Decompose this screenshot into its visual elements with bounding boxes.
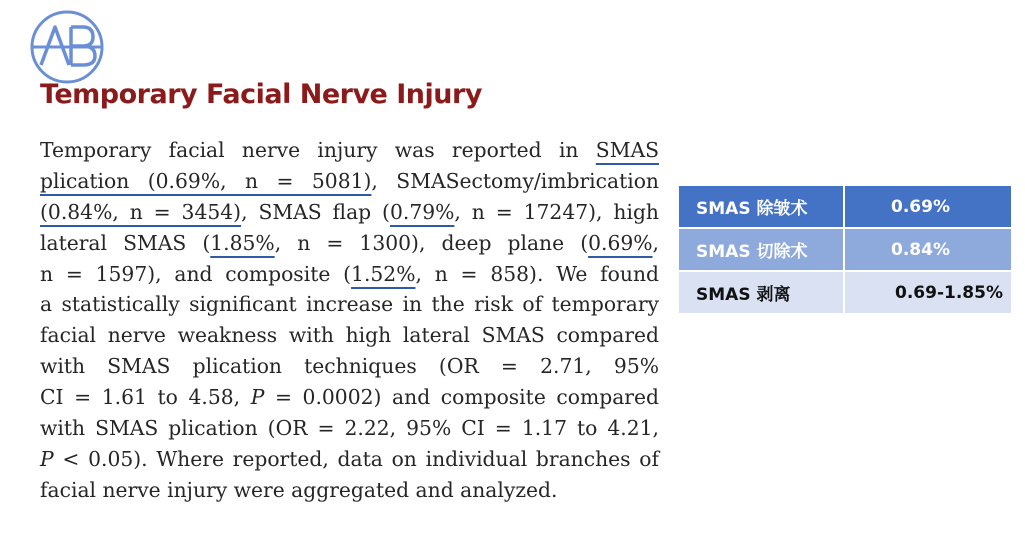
table-cell-value: 0.69-1.85% [845,272,1011,313]
table-cell-label: SMAS 剥离 [679,272,843,313]
paragraph-line [40,229,659,260]
italic-text: P [40,446,54,471]
underlined-text: (0.84%, n = 3454) [40,199,242,224]
table-row [679,272,1011,313]
text-run: a statistically significant increase in the risk of temporary [40,292,659,317]
text-run: = 0.0002) and composite compared [264,385,659,410]
text-run: , SMAS flap ( [241,199,390,224]
table-row [679,229,1011,270]
paragraph-line [40,198,659,229]
text-run: lateral SMAS ( [40,230,211,255]
italic-text: P [250,385,265,410]
paragraph-line [40,136,659,167]
text-run: Temporary facial nerve injury was reported in [40,138,596,162]
paragraph-line [40,260,659,291]
underlined-text: SMAS [595,138,659,162]
text-run: < 0.05). Where reported, data on individual branches of [53,446,659,471]
text-run: CI = 1.61 to 4.58, [40,385,251,410]
table-cell-label: SMAS 切除术 [679,229,843,270]
table-cell-value: 0.69% [845,186,1011,227]
paragraph-line [40,290,659,321]
text-run: n = 1597), and composite ( [40,261,352,286]
text-run: facial nerve weakness with high lateral SMAS compared [40,323,659,348]
text-run: facial nerve injury were aggregated and analyzed. [40,477,558,502]
logo-lettering [29,29,105,64]
text-run: , SMASectomy/imbrication [371,168,659,193]
underlined-text: plication (0.69%, n = 5081) [40,168,372,193]
section-title: Temporary Facial Nerve Injury [40,79,482,110]
paragraph-line [40,383,659,414]
text-run: , n = 1300), deep plane ( [274,230,589,255]
paragraph-line [40,414,659,445]
text-run: with SMAS plication (OR = 2.22, 95% CI = 1.17 to 4.21, [40,416,659,441]
paragraph-line [40,352,659,383]
text-run: with SMAS plication techniques (OR = 2.71, 95% [40,354,659,379]
text-run: , n = 17247), high [454,199,659,224]
underlined-text: 1.52% [351,261,416,286]
underlined-text: 0.69% [588,230,653,255]
summary-table [679,186,1011,315]
paragraph-line [40,167,659,198]
body-paragraph [40,136,659,507]
underlined-text: 1.85% [210,230,275,255]
table-cell-label: SMAS 除皱术 [679,186,843,227]
text-run: , [652,230,659,255]
paragraph-line [40,445,659,476]
table-row [679,186,1011,227]
table-cell-value: 0.84% [845,229,1011,270]
text-run: , n = 858). We found [415,261,659,286]
paragraph-line [40,476,659,507]
paragraph-line [40,321,659,352]
underlined-text: 0.79% [389,199,455,224]
